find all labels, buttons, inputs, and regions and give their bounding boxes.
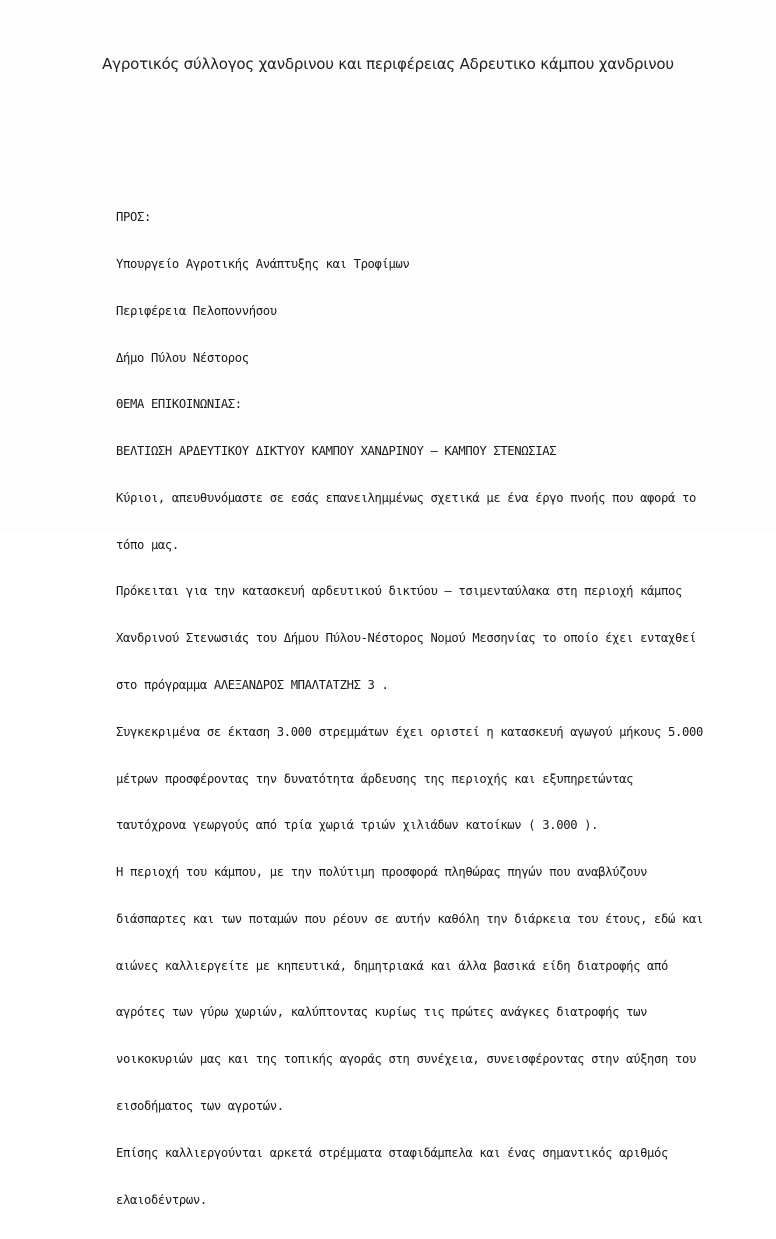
body-line: νοικοκυριών μας και της τοπικής αγοράς στη συνέχεια, συνεισφέροντας στην αύξηση του <box>116 1052 696 1067</box>
recipient-label: ΠΡΟΣ: <box>116 210 151 225</box>
association-title: Αγροτικός σύλλογος χανδρινου και περιφέρειας Αδρευτικο κάμπου χανδρινου <box>102 55 674 73</box>
body-line: Επίσης καλλιεργούνται αρκετά στρέμματα σταφιδάμπελα και ένας σημαντικός αριθμός <box>116 1145 669 1160</box>
body-line: Συγκεκριμένα σε έκταση 3.000 στρεμμάτων έχει οριστεί η κατασκευή αγωγού μήκους 5.000 <box>116 724 703 739</box>
body-line: Πρόκειται για την κατασκευή αρδευτικού δικτύου – τσιμενταύλακα στη περιοχή κάμπος <box>116 584 682 599</box>
body-line: Χανδρινού Στενωσιάς του Δήμου Πύλου-Νέστορος Νομού Μεσσηνίας το οποίο έχει ενταχθεί <box>116 631 696 646</box>
body-line: ελαιοδέντρων. <box>116 1192 207 1207</box>
body-line: στο πρόγραμμα ΑΛΕΞΑΝΔΡΟΣ ΜΠΑΛΤΑΤΖΗΣ 3 . <box>116 678 389 692</box>
letter-body <box>116 179 756 1239</box>
subject-text: ΒΕΛΤΙΩΣΗ ΑΡΔΕΥΤΙΚΟΥ ΔΙΚΤΥΟΥ ΚΑΜΠΟΥ ΧΑΝΔΡΙΝΟΥ – ΚΑΜΠΟΥ ΣΤΕΝΩΣΙΑΣ <box>116 444 557 459</box>
body-line: ταυτόχρονα γεωργούς από τρία χωριά τριών χιλιάδων κατοίκων ( 3.000 ). <box>116 818 599 833</box>
body-line: τόπο μας. <box>116 537 179 552</box>
subject-label: ΘΕΜΑ ΕΠΙΚΟΙΝΩΝΙΑΣ: <box>116 397 242 412</box>
body-line: Η περιοχή του κάμπου, με την πολύτιμη προσφορά πληθώρας πηγών που αναβλύζουν <box>116 865 648 880</box>
body-line: διάσπαρτες και των ποταμών που ρέουν σε αυτήν καθόλη την διάρκεια του έτους, εδώ και <box>116 911 703 926</box>
recipient-region: Περιφέρεια Πελοποννήσου <box>116 303 277 318</box>
recipient-municipality: Δήμο Πύλου Νέστορος <box>116 350 249 365</box>
body-line: εισοδήματος των αγροτών. <box>116 1099 284 1114</box>
body-line: αγρότες των γύρω χωριών, καλύπτοντας κυρίως τις πρώτες ανάγκες διατροφής των <box>116 1005 648 1020</box>
body-line: αιώνες καλλιεργείτε με κηπευτικά, δημητριακά και άλλα βασικά είδη διατροφής από <box>116 958 669 973</box>
body-line: μέτρων προσφέροντας την δυνατότητα άρδευσης της περιοχής και εξυπηρετώντας <box>116 771 634 786</box>
body-line: Κύριοι, απευθυνόμαστε σε εσάς επανειλημμένως σχετικά με ένα έργο πνοής που αφορά το <box>116 490 696 505</box>
recipient-ministry: Υπουργείο Αγροτικής Ανάπτυξης και Τροφίμων <box>116 256 410 271</box>
